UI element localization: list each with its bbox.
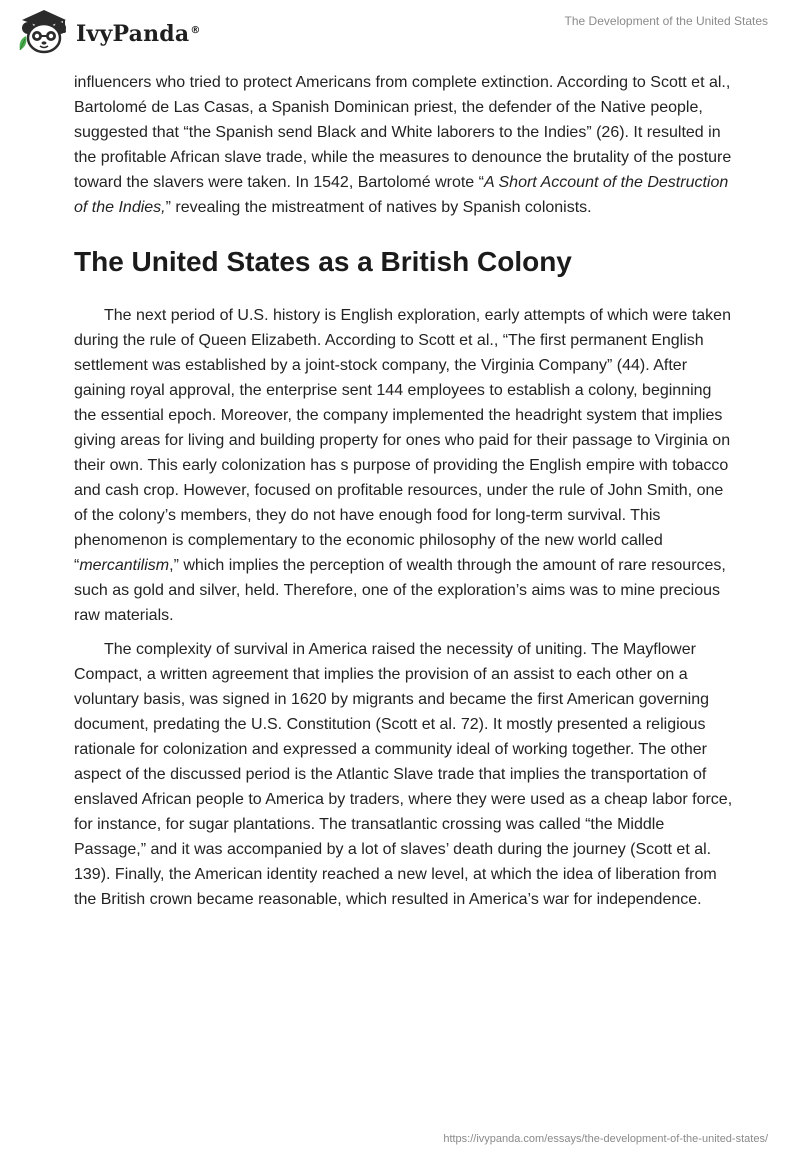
essay-content: [74, 70, 734, 912]
ivypanda-logo[interactable]: [14, 6, 201, 58]
registered-mark: ®: [190, 24, 201, 36]
source-url[interactable]: https://ivypanda.com/essays/the-development-of-the-united-states/: [443, 1133, 768, 1145]
emphasized-term: mercantilism: [79, 557, 170, 574]
section-heading: The United States as a British Colony: [74, 246, 572, 277]
document-title: The Development of the United States: [564, 14, 768, 28]
book-title: A Short Account of the Destruction of the Indies,: [74, 174, 729, 216]
paragraph-continued: influencers who tried to protect Americans from complete extinction. According to Scott et al., Bartolomé de Las Casas, a Spanish Dominican priest, the defender of the Native people, suggested that “the Spanish send Black and White laborers to the Indies” (26). It resulted in the profitable African slave trade, while the measures to denounce the brutality of the posture toward the slavers were taken. In 1542, Bartolomé wrote “A Short Account of the Destruction of the Indies,” revealing the mistreatment of natives by Spanish colonists.: [74, 74, 732, 216]
paragraph-mayflower-compact: The complexity of survival in America raised the necessity of uniting. The Mayflower Compact, a written agreement that implies the provision of an assist to each other on a voluntary basis, was signed in 1620 by migrants and became the first American governing document, predating the U.S. Constitution (Scott et al. 72). It mostly presented a religious rationale for colonization and expressed a community ideal of working together. The other aspect of the discussed period is the Atlantic Slave trade that implies the transportation of enslaved African people to America by traders, where they were used as a cheap labor force, for instance, for sugar plantations. The transatlantic crossing was called “the Middle Passage,” and it was accompanied by a lot of slaves’ death during the journey (Scott et al. 139). Finally, the American identity reached a new level, at which the idea of liberation from the British crown became reasonable, which resulted in America’s war for independence.: [74, 641, 733, 908]
panda-graduation-cap-icon: [14, 6, 76, 58]
brand-name: IvyPanda®: [76, 21, 201, 47]
page-header: [0, 0, 800, 64]
paragraph-english-exploration: The next period of U.S. history is English exploration, early attempts of which were taken during the rule of Queen Elizabeth. According to Scott et al., “The first permanent English settlement was established by a joint-stock company, the Virginia Company” (44). After gaining royal approval, the enterprise sent 144 employees to establish a colony, beginning the essential epoch. Moreover, the company implemented the headright system that implies giving areas for living and building property for ones who paid for their passage to Virginia on their own. This early colonization has s purpose of providing the English empire with tobacco and cash crop. However, focused on profitable resources, under the rule of John Smith, one of the colony’s members, they do not have enough food for long-term survival. This phenomenon is complementary to the economic philosophy of the new world called “mercantilism,” which implies the perception of wealth through the amount of rare resources, such as gold and silver, held. Therefore, one of the exploration’s aims was to mine precious raw materials.: [74, 307, 731, 624]
